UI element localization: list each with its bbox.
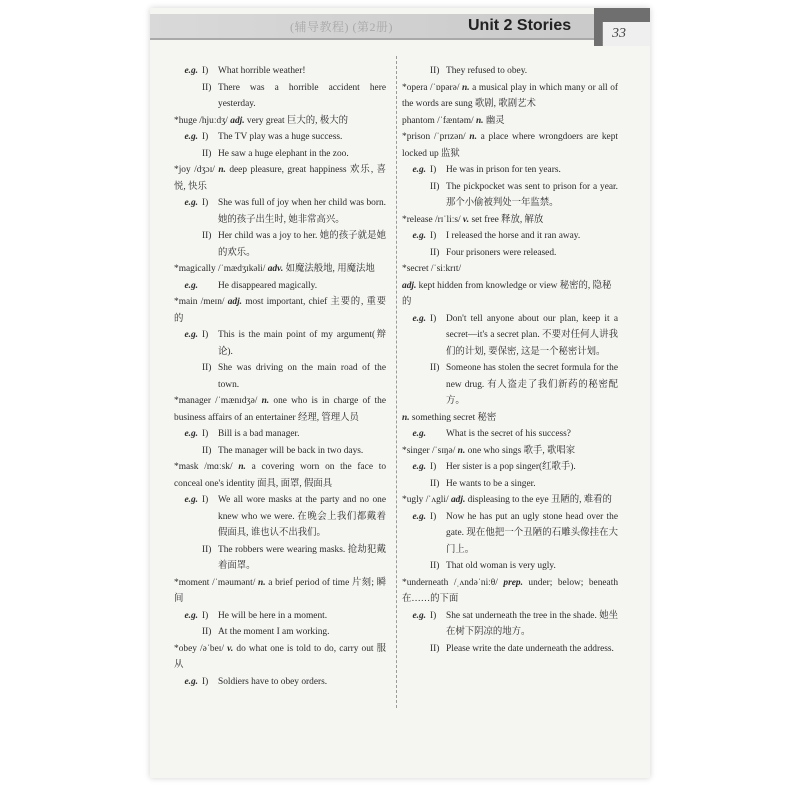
dictionary-entry — [402, 443, 618, 493]
example-sentence — [174, 195, 386, 228]
example-sentence — [402, 162, 618, 179]
dictionary-entry — [402, 261, 618, 443]
headword: *magically /ˈmædʒɪkəli/ — [174, 264, 266, 274]
example-label: e.g. — [412, 462, 426, 472]
example-label: e.g. — [412, 313, 426, 324]
dictionary-entry — [174, 162, 386, 261]
example-label: e.g. — [184, 610, 198, 621]
example-sentence — [174, 492, 386, 542]
example-text: This is the main point of my argument(辩论). — [218, 330, 386, 357]
example-sentence — [174, 426, 386, 443]
page-number-box — [602, 22, 650, 46]
dictionary-entry — [402, 575, 618, 658]
headword: *prison /ˈprɪzən/ — [402, 132, 466, 142]
example-label: e.g. — [184, 429, 198, 439]
part-of-speech: n. — [457, 445, 466, 456]
example-text: She was driving on the main road of the town. — [218, 363, 386, 390]
dictionary-entry — [402, 129, 618, 212]
example-number: I) — [430, 165, 437, 175]
example-number: II) — [202, 544, 212, 555]
definition: do what one is told to do, carry out 服从 — [174, 643, 387, 670]
dictionary-entry — [174, 113, 386, 163]
example-text: That old woman is very ugly. — [446, 561, 556, 571]
part-of-speech: n. — [462, 82, 470, 93]
example-number: II) — [430, 478, 440, 489]
headword: *main /meɪn/ — [174, 297, 225, 307]
example-text: She sat underneath the tree in the shade. 她坐在树下阴凉的地方。 — [446, 610, 618, 637]
part-of-speech: v. — [227, 643, 234, 654]
dictionary-entry — [402, 212, 618, 262]
part-of-speech: n. — [475, 115, 484, 126]
example-text: He disappeared magically. — [218, 280, 318, 291]
example-text: What horrible weather! — [218, 66, 306, 76]
sense-line — [402, 278, 618, 311]
example-text: The pickpocket was sent to prison for a year. 那个小偷被判处一年监禁。 — [446, 181, 618, 208]
part-of-speech: v. — [462, 214, 470, 225]
example-text: The TV play was a huge success. — [218, 132, 343, 142]
definition: one who sings 歌手, 歌唱家 — [467, 445, 576, 456]
example-text: He will be here in a moment. — [218, 610, 328, 621]
example-number: I) — [430, 462, 437, 472]
example-sentence — [402, 228, 618, 245]
entry-headword-line — [402, 575, 618, 608]
example-text: Don't tell anyone about our plan, keep it a secret—it's a secret plan. 不要对任何人讲我们的计划, 要保密, 这是一个秘密计划。 — [446, 313, 618, 357]
definition: something secret 秘密 — [411, 412, 497, 423]
entry-headword-line — [174, 113, 386, 130]
definition: under; below; beneath 在……的下面 — [402, 577, 619, 604]
example-sentence — [402, 311, 618, 361]
example-sentence — [402, 245, 618, 262]
example-text: Now he has put an ugly stone head over the gate. 现在他把一个丑陋的石雕头像挂在大门上。 — [446, 511, 618, 555]
part-of-speech: adj. — [230, 115, 245, 126]
headword: *mask /mɑːsk/ — [174, 462, 233, 472]
headword: *underneath /ˌʌndəˈniːθ/ — [402, 577, 498, 588]
entry-headword-line — [402, 80, 618, 113]
example-sentence — [402, 608, 618, 641]
example-text: He wants to be a singer. — [446, 478, 536, 489]
dictionary-entry — [402, 63, 618, 80]
example-number: I) — [430, 313, 437, 324]
headword: *huge /hjuːdʒ/ — [174, 115, 228, 126]
example-sentence — [174, 146, 386, 163]
example-number: I) — [430, 610, 437, 621]
dictionary-entry — [174, 261, 386, 294]
example-number: II) — [430, 643, 440, 654]
example-sentence — [174, 542, 386, 575]
part-of-speech: n. — [402, 412, 410, 423]
headword: *obey /əˈbeɪ/ — [174, 643, 224, 654]
example-number: II) — [202, 445, 212, 456]
definition: most important, chief 主要的, 重要的 — [174, 297, 387, 324]
example-text: Someone has stolen the secret formula for the new drug. 有人盗走了我们新药的秘密配方。 — [446, 363, 618, 406]
example-text: Soldiers have to obey orders. — [218, 676, 328, 687]
example-number: I) — [202, 676, 209, 687]
unit-title: Unit 2 Stories — [468, 17, 572, 34]
example-number: II) — [430, 181, 440, 192]
example-label: e.g. — [184, 66, 198, 76]
example-text: Bill is a bad manager. — [218, 429, 300, 439]
entry-headword-line — [174, 575, 386, 608]
example-number: II) — [430, 247, 440, 258]
part-of-speech: n. — [238, 462, 246, 472]
entry-headword-line — [402, 261, 618, 278]
example-number: I) — [202, 66, 209, 76]
dictionary-entry — [402, 80, 618, 113]
example-number: II) — [202, 148, 212, 159]
example-label: e.g. — [412, 429, 426, 439]
dictionary-entry — [174, 294, 386, 393]
example-label: e.g. — [184, 132, 198, 142]
entry-headword-line — [174, 641, 386, 674]
definition: 幽灵 — [485, 115, 505, 126]
example-number: II) — [430, 363, 440, 373]
example-number: II) — [202, 231, 212, 241]
definition: very great 巨大的, 极大的 — [246, 115, 348, 126]
example-text: She was full of joy when her child was born. 她的孩子出生时, 她非常高兴。 — [218, 198, 386, 225]
example-sentence — [174, 443, 386, 460]
entry-headword-line — [402, 443, 618, 460]
part-of-speech: prep. — [503, 577, 523, 588]
example-number: I) — [202, 330, 209, 340]
definition: 如魔法般地, 用魔法地 — [285, 264, 375, 274]
example-number: I) — [202, 132, 209, 142]
header-ghost-text: (辅导教程) (第2册) — [290, 20, 393, 34]
example-text: He was in prison for ten years. — [446, 165, 561, 175]
example-text: Her child was a joy to her. 她的孩子就是她的欢乐。 — [218, 231, 386, 258]
example-label: e.g. — [412, 610, 426, 621]
part-of-speech: n. — [218, 165, 226, 175]
example-label: e.g. — [184, 330, 198, 340]
example-label: e.g. — [412, 231, 426, 241]
entry-headword-line — [174, 393, 386, 426]
example-number: I) — [430, 511, 437, 522]
entry-headword-line — [174, 294, 386, 327]
dictionary-entry — [174, 459, 386, 575]
example-sentence — [402, 509, 618, 559]
example-text: Four prisoners were released. — [446, 247, 557, 258]
example-text: I released the horse and it ran away. — [446, 231, 581, 241]
left-column — [174, 63, 386, 690]
headword: *ugly /ˈʌgli/ — [402, 495, 449, 505]
example-sentence — [174, 129, 386, 146]
example-number: I) — [202, 495, 209, 505]
definition: a covering worn on the face to conceal one's identity 面具, 面罩, 假面具 — [174, 462, 387, 489]
example-sentence — [402, 476, 618, 493]
part-of-speech: adj. — [227, 297, 243, 307]
example-sentence — [174, 360, 386, 393]
example-sentence — [174, 327, 386, 360]
example-sentence — [402, 459, 618, 476]
page-number: 33 — [612, 26, 626, 41]
headword: *manager /ˈmænɪdʒə/ — [174, 396, 258, 406]
entry-headword-line — [174, 261, 386, 278]
dictionary-entry — [402, 113, 618, 130]
headword: phantom /ˈfæntəm/ — [402, 115, 474, 126]
example-sentence — [402, 63, 618, 80]
example-sentence — [174, 278, 386, 295]
headword: *release /rɪˈliːs/ — [402, 214, 461, 225]
example-sentence — [174, 63, 386, 80]
entry-headword-line — [402, 129, 618, 162]
headword: *secret /ˈsiːkrɪt/ — [402, 264, 462, 274]
example-sentence — [402, 426, 618, 443]
part-of-speech: n. — [258, 577, 266, 588]
example-text: He saw a huge elephant in the zoo. — [218, 148, 349, 159]
example-text: We all wore masks at the party and no one knew who we were. 在晚会上我们都戴着假面具, 谁也认不出我们。 — [218, 495, 386, 538]
example-text: Her sister is a pop singer(红歌手). — [446, 462, 576, 472]
example-sentence — [402, 558, 618, 575]
headword: *moment /ˈməumənt/ — [174, 577, 256, 588]
dictionary-entry — [174, 63, 386, 113]
example-number: II) — [202, 82, 212, 93]
example-text: They refused to obey. — [446, 66, 528, 76]
example-label: e.g. — [184, 198, 198, 208]
example-label: e.g. — [184, 495, 198, 505]
entry-headword-line — [402, 212, 618, 229]
example-sentence — [174, 624, 386, 641]
example-label: e.g. — [412, 165, 426, 175]
definition: a brief period of time 片刻; 瞬间 — [174, 577, 387, 604]
example-number — [430, 426, 446, 443]
right-column — [402, 63, 618, 657]
example-label: e.g. — [184, 280, 198, 291]
entry-headword-line — [174, 459, 386, 492]
entry-headword-line — [402, 492, 618, 509]
definition: displeasing to the eye 丑陋的, 难看的 — [467, 495, 612, 505]
example-sentence — [402, 360, 618, 410]
example-text: The robbers were wearing masks. 抢劫犯戴着面罩。 — [218, 544, 386, 571]
definition: set free 释放, 解放 — [471, 214, 544, 225]
example-number: II) — [430, 561, 440, 571]
example-number: I) — [202, 429, 209, 439]
sense-line — [402, 410, 618, 427]
example-sentence — [402, 641, 618, 658]
example-number: I) — [202, 610, 209, 621]
dictionary-entry — [174, 641, 386, 691]
definition: kept hidden from knowledge or view 秘密的, 隐秘的 — [402, 280, 612, 307]
example-label: e.g. — [184, 676, 198, 687]
headword: *opera /ˈɒpərə/ — [402, 82, 460, 93]
dictionary-entry — [402, 492, 618, 575]
example-sentence — [174, 228, 386, 261]
definition: deep pleasure, great happiness 欢乐, 喜悦, 快乐 — [174, 165, 387, 192]
example-sentence — [174, 674, 386, 691]
headword: *singer /ˈsɪŋə/ — [402, 445, 456, 456]
headword: *joy /dʒɔɪ/ — [174, 165, 215, 175]
entry-headword-line — [402, 113, 618, 130]
definition: one who is in charge of the business affairs of an entertainer 经理, 管理人员 — [174, 396, 387, 423]
example-text: At the moment I am working. — [218, 627, 330, 637]
example-label: e.g. — [412, 511, 426, 522]
part-of-speech: n. — [261, 396, 270, 406]
column-divider — [396, 56, 397, 708]
definition: a place where wrongdoers are kept locked up 监狱 — [402, 132, 619, 159]
example-text: The manager will be back in two days. — [218, 445, 364, 456]
dictionary-entry — [174, 393, 386, 459]
example-number: I) — [202, 198, 209, 208]
book-page — [150, 8, 650, 778]
example-number: I) — [430, 231, 437, 241]
part-of-speech: adj. — [450, 495, 466, 505]
dictionary-entry — [174, 575, 386, 641]
example-number — [202, 278, 218, 295]
example-sentence — [174, 80, 386, 113]
example-text: What is the secret of his success? — [446, 429, 571, 439]
example-number: II) — [430, 66, 440, 76]
definition: a musical play in which many or all of the words are sung 歌剧, 歌剧艺术 — [402, 82, 619, 109]
example-sentence — [174, 608, 386, 625]
example-text: Please write the date underneath the address. — [446, 643, 614, 654]
example-number: II) — [202, 363, 212, 373]
entry-headword-line — [174, 162, 386, 195]
part-of-speech: adv. — [267, 264, 284, 274]
example-number: II) — [202, 627, 212, 637]
part-of-speech: adj. — [402, 280, 417, 291]
example-sentence — [402, 179, 618, 212]
example-text: There was a horrible accident here yesterday. — [218, 82, 386, 109]
part-of-speech: n. — [469, 132, 477, 142]
